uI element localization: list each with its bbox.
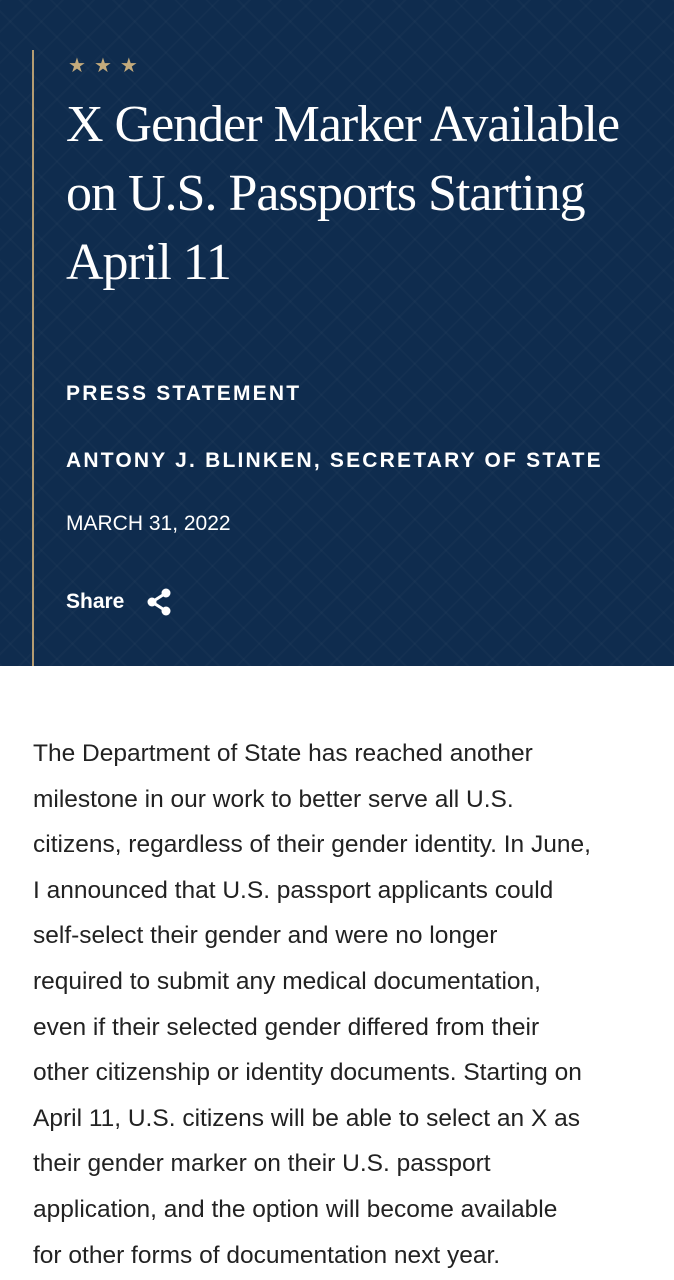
article-text-line: self-select their gender and were no longer (33, 922, 498, 950)
article-text-line: citizens, regardless of their gender identity. In June, (33, 831, 591, 859)
decorative-stars (68, 52, 138, 78)
article-text-line: for other forms of documentation next year. (33, 1241, 501, 1269)
article-text-line: application, and the option will become available (33, 1195, 558, 1223)
page-title: X Gender Marker Available on U.S. Passports Starting April 11 (66, 96, 620, 291)
share-label: Share (66, 590, 125, 613)
article-text-line: The Department of State has reached another (33, 740, 533, 767)
article-text-line: I announced that U.S. passport applicants could (33, 876, 554, 904)
article-type-label: PRESS STATEMENT (66, 382, 302, 405)
star-icon: ★ (119, 53, 138, 77)
star-icon: ★ (93, 53, 112, 77)
article-text-line: even if their selected gender differed from their (33, 1013, 540, 1041)
article-author: ANTONY J. BLINKEN, SECRETARY OF STATE (66, 449, 603, 472)
share-button[interactable] (66, 586, 174, 618)
share-icon (144, 586, 174, 618)
star-icon: ★ (68, 53, 86, 77)
article-text-line: required to submit any medical documentation, (33, 967, 541, 995)
article-body (33, 731, 653, 1278)
article-text-line: April 11, U.S. citizens will be able to select an X as (33, 1104, 580, 1132)
article-date: MARCH 31, 2022 (66, 512, 231, 535)
article-text-line: milestone in our work to better serve all U.S. (33, 785, 514, 813)
article-text-line: their gender marker on their U.S. passport (33, 1150, 491, 1178)
article-text-line: other citizenship or identity documents. Starting on (33, 1059, 582, 1087)
accent-divider (32, 50, 34, 666)
